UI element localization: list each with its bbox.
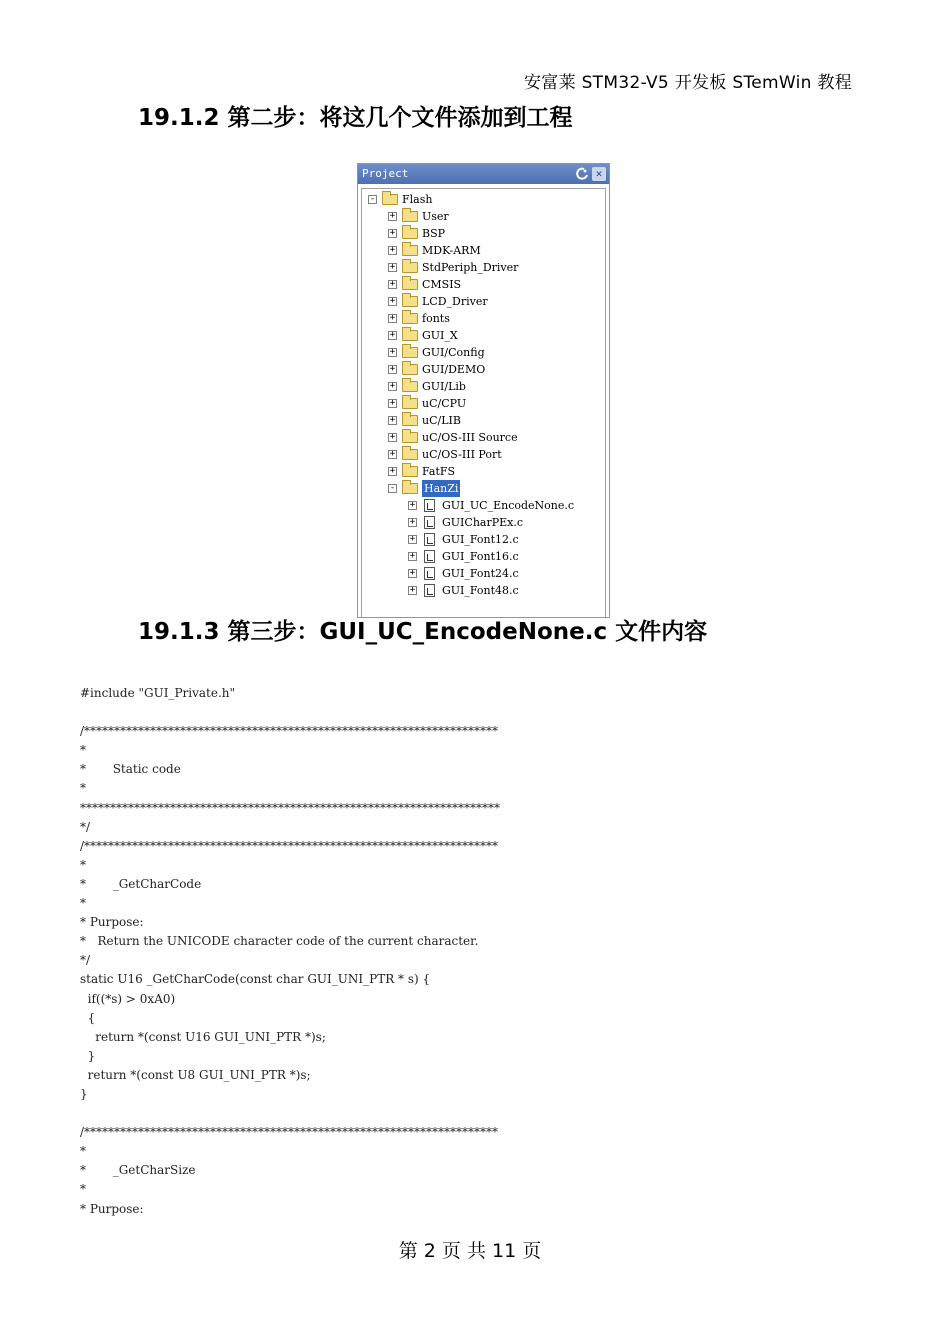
tree-item-label: LCD_Driver [422,295,488,308]
expand-icon[interactable]: + [389,415,396,425]
tree-item-label: StdPeriph_Driver [422,261,519,274]
tree-item-label: CMSIS [422,278,462,291]
code-line: * [80,1144,86,1159]
expand-icon[interactable]: + [389,279,396,289]
file-icon [424,550,435,563]
tree-item-file[interactable] [362,565,602,582]
tree-item-group[interactable] [362,310,602,327]
code-line: static U16 _GetCharCode(const char GUI_UNI_PTR * s) { [80,972,431,987]
code-line: * [80,743,86,758]
code-listing [80,684,500,1219]
tree-item-label: GUI_Font24.c [442,567,519,580]
tree-item-group[interactable] [362,327,602,344]
tree-item-group[interactable] [362,463,602,480]
folder-icon [402,466,418,477]
tree-item-group[interactable] [362,293,602,310]
tree-item-label: FatFS [422,465,456,478]
folder-icon [402,211,418,222]
section-heading-step3: 19.1.3 第三步：GUI_UC_EncodeNone.c 文件内容 [138,619,708,645]
tree-item-label: GUI/DEMO [422,363,486,376]
project-title: Project [362,167,409,180]
tree-item-label: GUI_Font48.c [442,584,519,597]
tree-item-label: BSP [422,227,446,240]
tree-item-label: Flash [402,193,433,206]
code-line [80,703,500,722]
tree-item-group[interactable] [362,208,602,225]
folder-icon [402,483,418,494]
expand-icon[interactable]: + [389,398,396,408]
code-line: { [80,1010,96,1025]
tree-item-label: HanZi [424,482,459,495]
tree-item-label: MDK-ARM [422,244,481,257]
expand-icon[interactable]: + [389,296,396,306]
tree-item-group-selected[interactable] [362,480,602,497]
tree-item-label: GUI_UC_EncodeNone.c [442,499,575,512]
tree-item-file[interactable] [362,514,602,531]
folder-icon [402,279,418,290]
code-line: */ [80,953,91,968]
folder-icon [402,381,418,392]
folder-icon [402,313,418,324]
expand-icon[interactable]: + [389,262,396,272]
collapse-icon[interactable]: - [369,194,376,204]
code-line: * Purpose: [80,1201,144,1216]
tree-item-group[interactable] [362,395,602,412]
expand-icon[interactable]: + [409,500,416,510]
tree-item-file[interactable] [362,531,602,548]
tree-item-file[interactable] [362,497,602,514]
code-line: * Purpose: [80,915,144,930]
code-line: */ [80,819,91,834]
expand-icon[interactable]: + [389,211,396,221]
code-line: * [80,896,86,911]
expand-icon[interactable]: + [389,313,396,323]
file-icon [424,516,435,529]
code-line: * Static code [80,762,181,777]
expand-icon[interactable]: + [389,364,396,374]
code-line: return *(const U16 GUI_UNI_PTR *)s; [80,1029,326,1044]
folder-icon [402,262,418,273]
tree-item-label: uC/OS-III Source [422,431,518,444]
tree-item-file[interactable] [362,548,602,565]
page-footer: 第 2 页 共 11 页 [398,1240,542,1262]
tree-item-label: fonts [422,312,450,325]
tree-item-root[interactable] [362,191,602,208]
expand-icon[interactable]: + [409,551,416,561]
tree-item-group[interactable] [362,446,602,463]
file-icon [424,584,435,597]
expand-icon[interactable]: + [389,228,396,238]
code-line: * [80,1182,86,1197]
code-line: /********************************************************************* [80,724,499,739]
folder-icon [402,398,418,409]
code-line: #include "GUI_Private.h" [80,686,236,700]
code-line: * _GetCharSize [80,1163,196,1178]
tree-item-group[interactable] [362,361,602,378]
expand-icon[interactable]: + [389,432,396,442]
folder-icon [402,415,418,426]
tree-item-label: GUI_Font12.c [442,533,519,546]
expand-icon[interactable]: + [389,347,396,357]
collapse-icon[interactable]: - [389,483,396,493]
code-line: return *(const U8 GUI_UNI_PTR *)s; [80,1067,311,1082]
folder-icon [402,330,418,341]
folder-icon [382,194,398,205]
expand-icon[interactable]: + [389,466,396,476]
tree-item-file[interactable] [362,582,602,599]
expand-icon[interactable]: + [389,330,396,340]
tree-item-group[interactable] [362,344,602,361]
folder-icon [402,228,418,239]
expand-icon[interactable]: + [389,245,396,255]
project-tree [361,188,606,617]
folder-icon [402,347,418,358]
tree-item-label: GUI_Font16.c [442,550,519,563]
tree-item-group[interactable] [362,259,602,276]
folder-icon [402,364,418,375]
tree-item-group[interactable] [362,225,602,242]
folder-icon [402,449,418,460]
expand-icon[interactable]: + [409,568,416,578]
tree-item-group[interactable] [362,242,602,259]
tree-item-label: uC/CPU [422,397,467,410]
page-header: 安富莱 STM32-V5 开发板 STemWin 教程 [523,73,852,93]
expand-icon[interactable]: + [389,449,396,459]
code-line: * Return the UNICODE character code of the current character. [80,934,479,949]
project-window [357,163,610,618]
tree-item-label: GUI/Config [422,346,485,359]
pin-icon[interactable] [575,167,589,181]
code-line: * _GetCharCode [80,876,202,891]
tree-item-group[interactable] [362,429,602,446]
close-icon[interactable]: ✕ [592,167,606,181]
file-icon [424,567,435,580]
code-line: if((*s) > 0xA0) [80,991,176,1006]
tree-item-group[interactable] [362,276,602,293]
code-line: } [80,1086,88,1101]
tree-item-label: GUICharPEx.c [442,516,524,529]
expand-icon[interactable]: + [389,381,396,391]
expand-icon[interactable]: + [409,534,416,544]
tree-item-label: User [422,210,449,223]
folder-icon [402,245,418,256]
tree-item-group[interactable] [362,378,602,395]
project-titlebar [358,164,609,184]
code-line: * [80,781,86,796]
code-line [80,1104,500,1123]
tree-item-label: uC/LIB [422,414,461,427]
tree-item-label: GUI/Lib [422,380,466,393]
section-heading-step2: 19.1.2 第二步：将这几个文件添加到工程 [138,105,573,131]
expand-icon[interactable]: + [409,517,416,527]
folder-icon [402,432,418,443]
file-icon [424,533,435,546]
folder-icon [402,296,418,307]
code-line: /********************************************************************* [80,1125,499,1140]
tree-item-label: uC/OS-III Port [422,448,502,461]
tree-item-group[interactable] [362,412,602,429]
code-line: } [80,1048,96,1063]
expand-icon[interactable]: + [409,585,416,595]
file-icon [424,499,435,512]
code-line: /********************************************************************* [80,838,499,853]
code-line: * [80,857,86,872]
code-line: ********************************************************************** [80,800,500,815]
tree-item-label: GUI_X [422,329,458,342]
